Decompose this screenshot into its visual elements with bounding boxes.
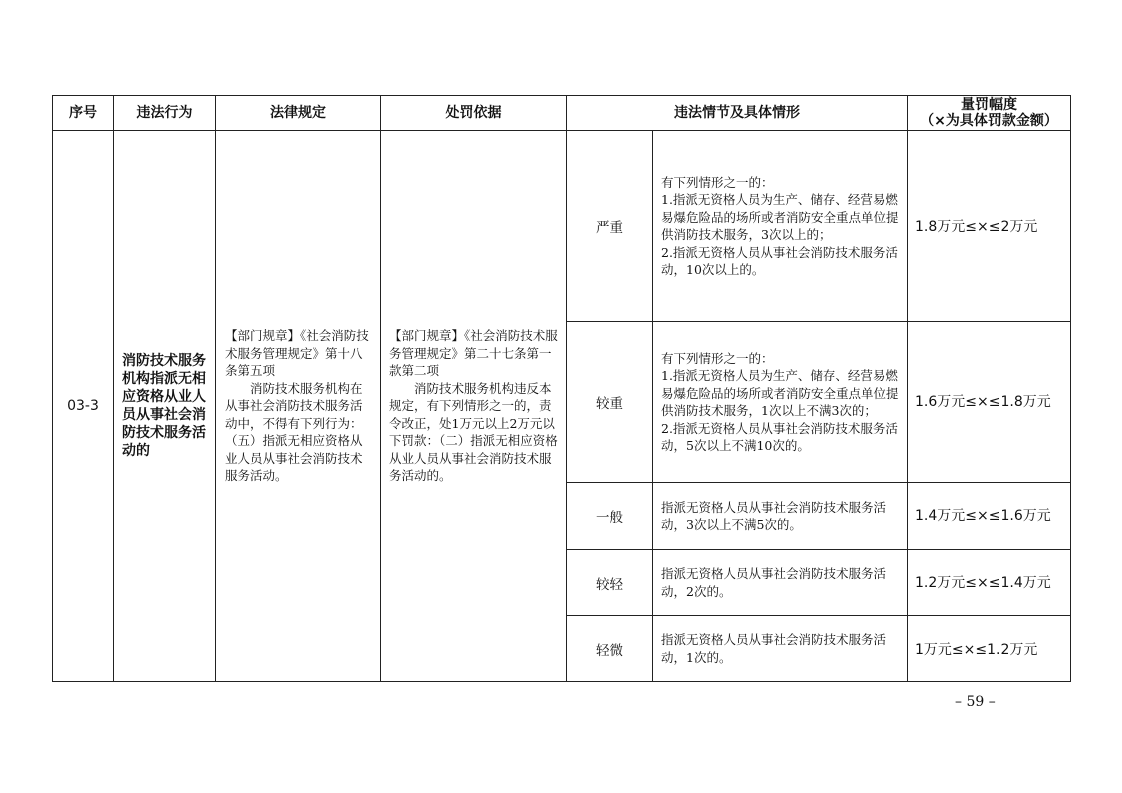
law-provision-text: 【部门规章】《社会消防技术服务管理规定》第十八条第五项 消防技术服务机构在从事社会消防技术服务活动中，不得有下列行为：（五）指派无相应资格从业人员从事社会消防技术服务活动。 [225, 328, 369, 484]
header-penalty-line1: 量罚幅度 [961, 97, 1017, 113]
level-label: 一般 [596, 510, 623, 526]
level-label: 轻微 [596, 642, 623, 659]
penalty-range: 1.2万元≤×≤1.4万元 [915, 574, 1051, 591]
level-label: 较轻 [596, 576, 623, 593]
header-circumstances: 违法情节及具体情形 [674, 105, 800, 121]
level-label: 较重 [596, 396, 623, 412]
header-law: 法律规定 [270, 105, 326, 121]
header-basis: 处罚依据 [445, 105, 502, 121]
level-details: 有下列情形之一的： 1.指派无资格人员为生产、储存、经营易燃易爆危险品的场所或者消防安全重点单位提供消防技术服务，1次以上不满3次的； 2.指派无资格人员从事社会消防技术服务活动，5次以上不满10次的。 [661, 350, 899, 453]
penalty-range: 1.4万元≤×≤1.6万元 [915, 508, 1051, 524]
penalty-basis-text: 【部门规章】《社会消防技术服务管理规定》第二十七条第一款第二项 消防技术服务机构违反本规定，有下列情形之一的，责令改正，处1万元以上2万元以下罚款：（二）指派无相应资格从业人员从事社会消防技术服务活动的。 [389, 328, 558, 484]
level-details: 指派无资格人员从事社会消防技术服务活动，2次的。 [661, 566, 887, 599]
penalty-range: 1.8万元≤×≤2万元 [915, 219, 1038, 235]
header-penalty-range [908, 96, 1070, 130]
level-label: 严重 [596, 220, 623, 236]
penalty-range: 1.6万元≤×≤1.8万元 [915, 394, 1051, 410]
level-details: 指派无资格人员从事社会消防技术服务活动，3次以上不满5次的。 [661, 499, 887, 532]
header-violation: 违法行为 [136, 105, 193, 121]
row-index: 03-3 [67, 398, 99, 414]
level-details: 有下列情形之一的： 1.指派无资格人员为生产、储存、经营易燃易爆危险品的场所或者消防安全重点单位提供消防技术服务，3次以上的； 2.指派无资格人员从事社会消防技术服务活动，10次以上的。 [661, 174, 899, 277]
penalty-range: 1万元≤×≤1.2万元 [915, 641, 1038, 658]
header-penalty-line2: （×为具体罚款金额） [920, 113, 1058, 129]
header-index: 序号 [69, 105, 97, 121]
page-number: – 59 – [955, 694, 996, 710]
penalty-table [52, 95, 1071, 682]
level-details: 指派无资格人员从事社会消防技术服务活动，1次的。 [661, 632, 887, 665]
violation-text: 消防技术服务机构指派无相应资格从业人员从事社会消防技术服务活动的 [122, 353, 206, 459]
